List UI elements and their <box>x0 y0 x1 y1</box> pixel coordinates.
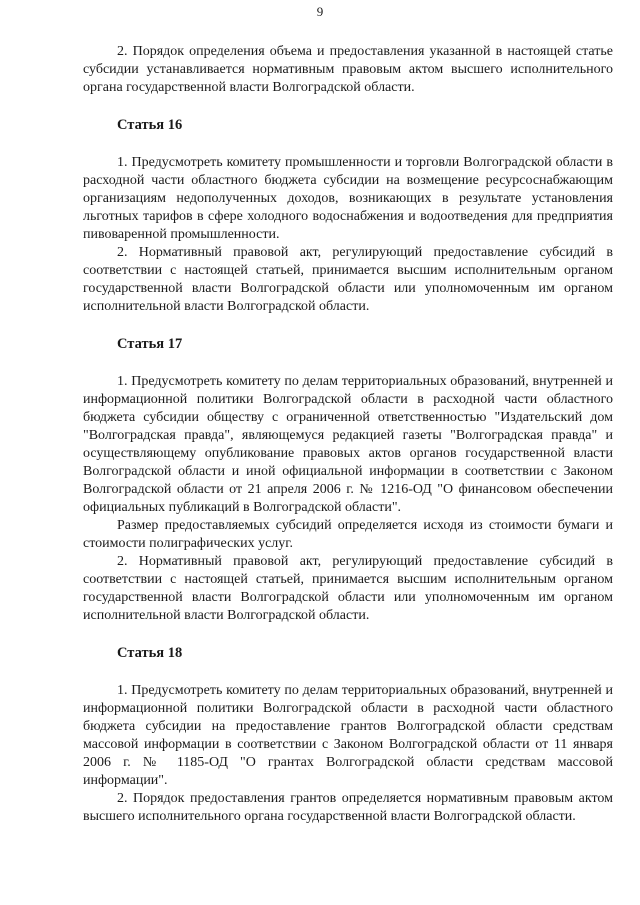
paragraph: Размер предоставляемых субсидий определяется исходя из стоимости бумаги и стоимости полиграфических услуг. <box>83 518 613 551</box>
article-heading-16: Статья 16 <box>117 117 183 133</box>
paragraph: 1. Предусмотреть комитету промышленности и торговли Волгоградской области в расходной части областного бюджета субсидии на возмещение ресурсоснабжающим организациям недополученных доходов, возникающих в результате установления льготных тарифов в сфере холодного водоснабжения и водоотведения для предприятия пивоваренной промышленности. <box>83 155 613 242</box>
document-body <box>83 43 613 826</box>
paragraph: 1. Предусмотреть комитету по делам территориальных образований, внутренней и информационной политики Волгоградской области в расходной части областного бюджета субсидии на предоставление грантов Волгоградской области средствам массовой информации в соответствии с Законом Волгоградской области от 11 января 2006 г. № 1185-ОД "О грантах Волгоградской области средствам массовой информации". <box>83 683 613 788</box>
page-number: 9 <box>316 4 324 19</box>
paragraph: 2. Порядок определения объема и предоставления указанной в настоящей статье субсидии устанавливается нормативным правовым актом высшего исполнительного органа государственной власти Волгоградской области. <box>83 44 613 95</box>
paragraph: 1. Предусмотреть комитету по делам территориальных образований, внутренней и информационной политики Волгоградской области в расходной части областного бюджета субсидии обществу с ограниченной ответственностью "Издательский дом "Волгоградская правда", являющемуся редакцией газеты "Волгоградская правда" и осуществляющему опубликование правовых актов органов государственной власти Волгоградской области и иной официальной информации в соответствии с Законом Волгоградской области от 21 апреля 2006 г. № 1216-ОД "О финансовом обеспечении официальных публикаций в Волгоградской области". <box>83 374 613 515</box>
article-heading-18: Статья 18 <box>117 645 183 661</box>
paragraph: 2. Порядок предоставления грантов определяется нормативным правовым актом высшего исполнительного органа государственной власти Волгоградской области. <box>83 791 613 824</box>
paragraph: 2. Нормативный правовой акт, регулирующий предоставление субсидий в соответствии с настоящей статьей, принимается высшим исполнительным органом государственной власти Волгоградской области или уполномоченным им органом исполнительной власти Волгоградской области. <box>83 245 613 314</box>
article-heading-17: Статья 17 <box>117 336 183 352</box>
paragraph: 2. Нормативный правовой акт, регулирующий предоставление субсидий в соответствии с настоящей статьей, принимается высшим исполнительным органом государственной власти Волгоградской области или уполномоченным им органом исполнительной власти Волгоградской области. <box>83 554 613 623</box>
